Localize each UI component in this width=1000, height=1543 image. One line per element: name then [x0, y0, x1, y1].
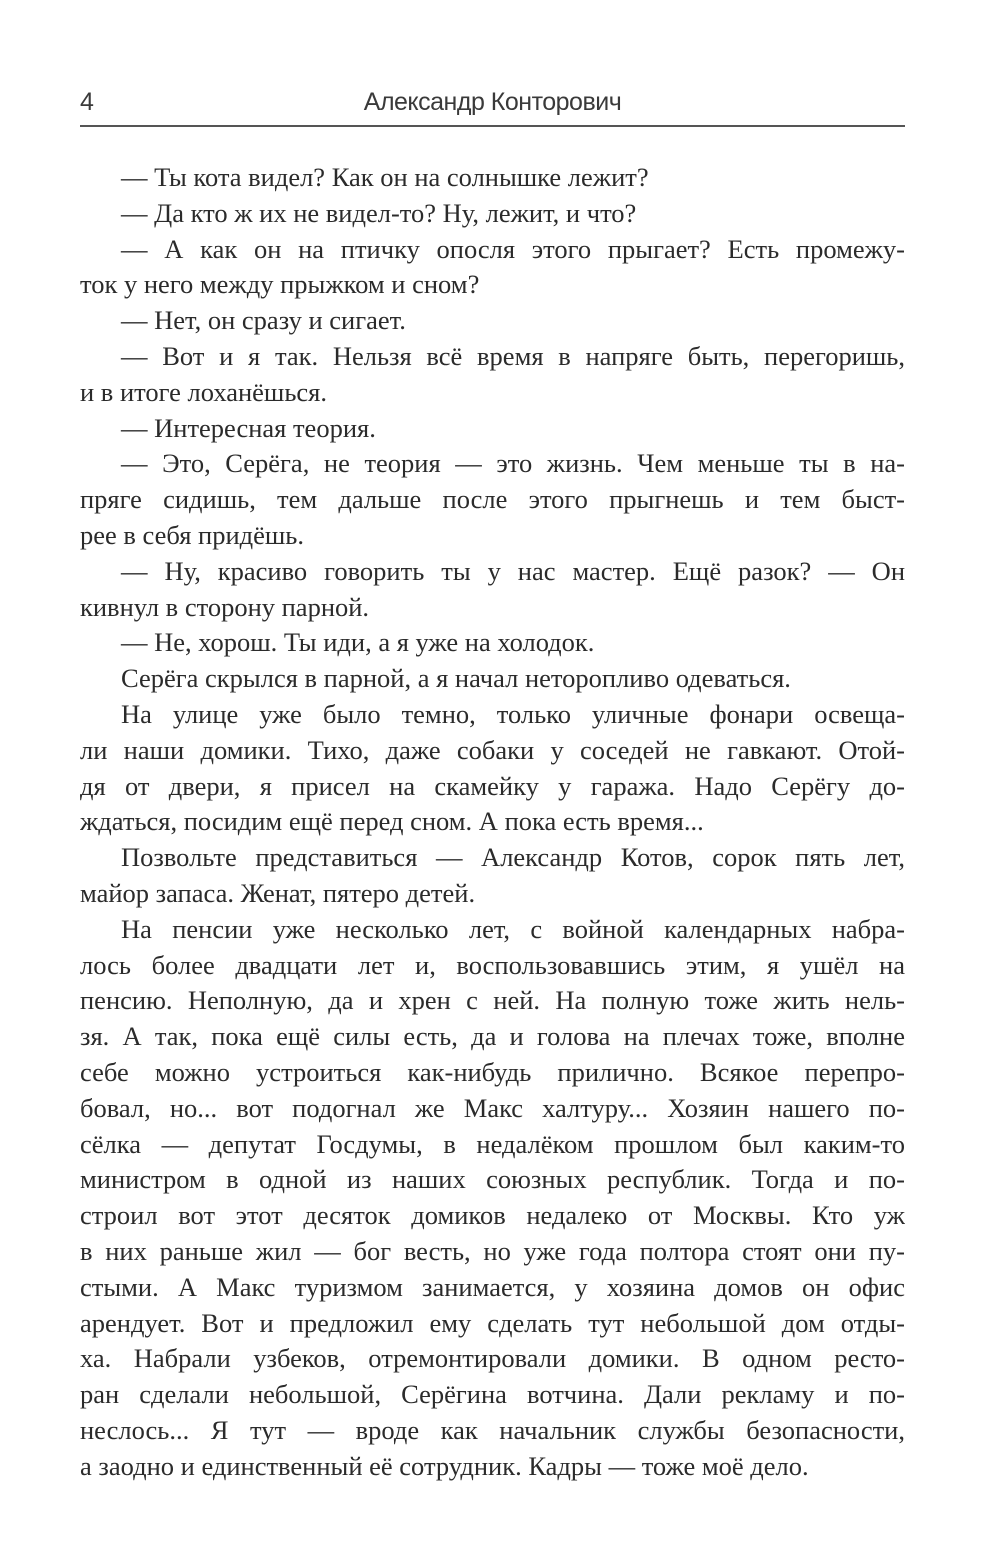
paragraph-line: и в итоге лоханёшься.: [80, 376, 328, 407]
paragraph-line: На улице уже было темно, только уличные фонари освеща-: [121, 698, 905, 729]
paragraph-line: На пенсии уже несколько лет, с войной календарных набра-: [121, 913, 905, 944]
paragraph-line: — Это, Серёга, не теория — это жизнь. Чем меньше ты в на-: [121, 448, 905, 479]
paragraph-line: рее в себя придёшь.: [80, 519, 304, 550]
paragraph-line: пряге сидишь, тем дальше после этого прыгнешь и тем быст-: [80, 484, 905, 515]
paragraph-line: ха. Набрали узбеков, отремонтировали домики. В одном ресто-: [80, 1343, 905, 1374]
paragraph-line: — Вот и я так. Нельзя всё время в напряге быть, перегоришь,: [121, 340, 905, 371]
page-number: 4: [80, 88, 94, 116]
body-text: [80, 160, 905, 1484]
paragraph-line: бовал, но... вот подогнал же Макс халтуру... Хозяин нашего по-: [80, 1092, 905, 1123]
paragraph-line: стыми. А Макс туризмом занимается, у хозяина домов он офис: [80, 1271, 905, 1302]
paragraph-line: а заодно и единственный её сотрудник. Кадры — тоже моё дело.: [80, 1450, 809, 1481]
paragraph-line: — Интересная теория.: [121, 412, 376, 443]
header-rule: [80, 125, 905, 127]
paragraph-line: себе можно устроиться как-нибудь прилично. Всякое перепро-: [80, 1056, 905, 1087]
paragraph-line: Позвольте представиться — Александр Котов, сорок пять лет,: [121, 842, 905, 873]
paragraph-line: ран сделали небольшой, Серёгина вотчина. Дали рекламу и по-: [80, 1379, 905, 1410]
paragraph-line: ток у него между прыжком и сном?: [80, 269, 480, 300]
paragraph-line: ли наши домики. Тихо, даже собаки у соседей не гавкают. Отой-: [80, 734, 905, 765]
paragraph-line: министром в одной из наших союзных республик. Тогда и по-: [80, 1164, 905, 1195]
paragraph-line: ждаться, посидим ещё перед сном. А пока есть время...: [80, 806, 704, 837]
paragraph-line: арендует. Вот и предложил ему сделать тут небольшой дом отды-: [80, 1307, 905, 1338]
paragraph-line: — А как он на птичку опосля этого прыгает? Есть промежу-: [121, 233, 905, 264]
paragraph-line: дя от двери, я присел на скамейку у гаража. Надо Серёгу до-: [80, 770, 905, 801]
paragraph-line: в них раньше жил — бог весть, но уже года полтора стоят они пу-: [80, 1235, 905, 1266]
paragraph-line: зя. А так, пока ещё силы есть, да и голова на плечах тоже, вполне: [80, 1021, 905, 1052]
running-title: Александр Конторович: [363, 88, 622, 116]
running-header: [80, 88, 905, 122]
paragraph-line: строил вот этот десяток домиков недалеко от Москвы. Кто уж: [80, 1200, 905, 1231]
paragraph-line: майор запаса. Женат, пятеро детей.: [80, 877, 476, 908]
paragraph-line: пенсию. Неполную, да и хрен с ней. На полную тоже жить нель-: [80, 985, 905, 1016]
paragraph-line: — Да кто ж их не видел-то? Ну, лежит, и что?: [121, 197, 637, 228]
paragraph-line: неслось... Я тут — вроде как начальник службы безопасности,: [80, 1414, 905, 1445]
paragraph-line: — Ты кота видел? Как он на солнышке лежит?: [121, 162, 649, 192]
paragraph-line: кивнул в сторону парной.: [80, 591, 370, 622]
paragraph-line: Серёга скрылся в парной, а я начал неторопливо одеваться.: [121, 663, 791, 694]
paragraph-line: — Не, хорош. Ты иди, а я уже на холодок.: [121, 627, 595, 658]
paragraph-line: сёлка — депутат Госдумы, в недалёком прошлом был каким-то: [80, 1128, 905, 1159]
paragraph-line: лось более двадцати лет и, воспользовавшись этим, я ушёл на: [80, 949, 905, 980]
paragraph-line: — Нет, он сразу и сигает.: [121, 305, 406, 336]
paragraph-line: — Ну, красиво говорить ты у нас мастер. Ещё разок? — Он: [121, 555, 905, 586]
